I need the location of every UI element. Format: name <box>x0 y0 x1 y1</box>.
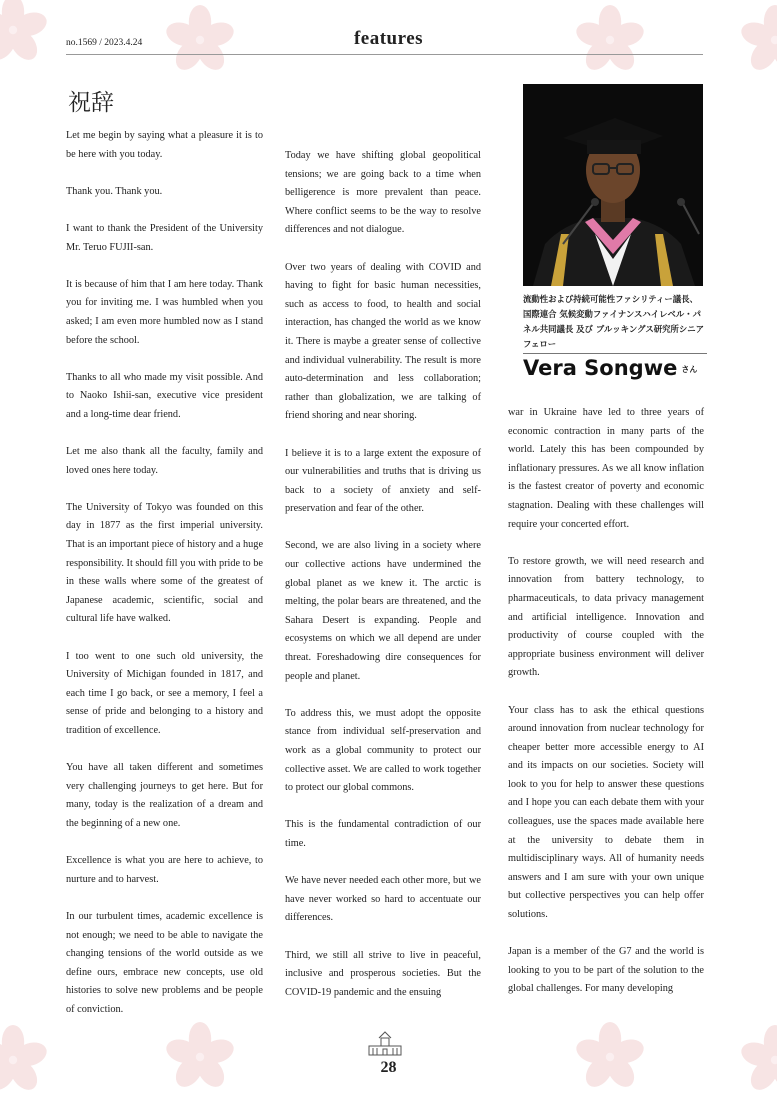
paragraph: Thank you. Thank you. <box>66 185 163 197</box>
paragraph: Excellence is what you are here to achieve, to nurture and to harvest. <box>66 855 263 885</box>
article-column-2 <box>285 147 481 1021</box>
paragraph: war in Ukraine have led to three years of economic contraction in many parts of the world. Lately this has been compounded by inflationary pressures. As we all know inflation is the fastest creator of poverty and economic stagnation. Dealing with these challenges will require your concerted effort. <box>508 407 704 530</box>
paragraph: You have all taken different and sometimes very challenging journeys to get here. But for many, today is the realization of a dream and the beginning of a new one. <box>66 762 263 829</box>
speaker-title-caption: 流動性および持続可能性ファシリティー議長、国際連合 気候変動ファイナンスハイレベル・パネル共同議長 及び ブルッキングス研究所シニアフェロー <box>523 294 705 349</box>
issue-number: no.1569 / 2023.4.24 <box>66 38 143 48</box>
page-heading: 祝辞 <box>68 90 114 116</box>
cherry-blossom-icon <box>575 1022 645 1092</box>
university-emblem-icon <box>366 1030 404 1058</box>
header-divider <box>66 54 703 55</box>
paragraph: Let me also thank all the faculty, family and loved ones here today. <box>66 446 263 476</box>
paragraph: Thanks to all who made my visit possible. And to Naoko Ishii-san, executive vice president and a long-time dear friend. <box>66 371 263 420</box>
paragraph: Your class has to ask the ethical questions around innovation from nuclear technology for cheaper better more accessible energy to AI and its impacts on our societies. Society will look to you for help to answer these questions and I hope you can each debate them with your colleagues, use the spaces made available here at the university to debate them in multidisciplinary ways. All of humanity needs answers and I am sure with your own unique but collective perspectives you can help offer solutions. <box>508 704 704 921</box>
paragraph: Third, we still all strive to live in peaceful, inclusive and prosperous societies. But the COVID-19 pandemic and the ensuing <box>285 949 481 998</box>
speaker-name <box>523 356 697 380</box>
paragraph: I want to thank the President of the University Mr. Teruo FUJII-san. <box>66 222 263 253</box>
paragraph: This is the fundamental contradiction of our time. <box>285 819 481 849</box>
name-divider <box>523 353 707 354</box>
paragraph: Today we have shifting global geopolitical tensions; we are going back to a time when belligerence is more prevalent than peace. Where conflict seems to be the way to resolve differences and not dialogue. <box>285 150 481 236</box>
speaker-portrait-illustration <box>523 84 703 286</box>
paragraph: We have never needed each other more, but we have never worked so hard to accentuate our differences. <box>285 875 481 924</box>
paragraph: Japan is a member of the G7 and the world is looking to you to be part of the solution to the global challenges. For many developing <box>508 946 704 995</box>
paragraph: To address this, we must adopt the opposite stance from individual self-preservation and work as a global community to protect our collective asset. We are called to work together to protect our global commons. <box>285 707 481 794</box>
page-number: 28 <box>380 1059 397 1076</box>
paragraph: Second, we are also living in a society where our collective actions have undermined the global planet as we knew it. The arctic is melting, the polar bears are threatened, and the Sahara Desert is expanding. People and ecosystems on which we all depend are under threat. Foreshadowing dire consequences for people and planet. <box>285 540 481 682</box>
paragraph: To restore growth, we will need research and innovation from battery technology, to pharmaceuticals, to data privacy management and artificial intelligence. Innovation and productivity of course coupled with the appropriate business environment will deliver growth. <box>508 555 704 679</box>
honorific-suffix: さん <box>681 364 698 374</box>
paragraph: I too went to one such old university, the University of Michigan founded in 1817, and each time I go back, or see a memory, I feel a sense of pride and belonging to a history and tradition of excellence. <box>66 650 263 736</box>
paragraph: I believe it is to a large extent the exposure of our vulnerabilities and truths that is driving us back to a society of anxiety and self-preservation and fear of the other. <box>285 447 481 515</box>
article-column-1 <box>66 127 263 1038</box>
article-column-3 <box>508 404 704 1018</box>
speaker-photo <box>523 84 703 286</box>
paragraph: Over two years of dealing with COVID and having to fight for basic human necessities, such as access to food, to health and social interaction, has changed the world as we know it. There is maybe a greater sense of collective and individual vulnerability. The result is more auto-determination and less collaboration; rather than globalization, we are talking of friend shoring and near shoring. <box>285 261 481 422</box>
paragraph: It is because of him that I am here today. Thank you for inviting me. I was humbled when you asked; I am even more humbled now as I stand before the school. <box>66 278 263 346</box>
paragraph: In our turbulent times, academic excellence is not enough; we need to be able to navigate the changing tensions of the world outside as we define ours, embrace new concepts, use old histories to solve new problems and be people of conviction. <box>66 910 263 1015</box>
paragraph: Let me begin by saying what a pleasure it is to be here with you today. <box>66 130 263 160</box>
section-title: features <box>353 28 424 49</box>
paragraph: The University of Tokyo was founded on this day in 1877 as the first imperial university. That is an important piece of history and a huge responsibility. It should fill you with pride to be in these walls where some of the greatest of Japanese academic, scientific, social and cultural life have walked. <box>66 501 264 625</box>
speaker-name-text: Vera Songwe <box>523 356 678 380</box>
